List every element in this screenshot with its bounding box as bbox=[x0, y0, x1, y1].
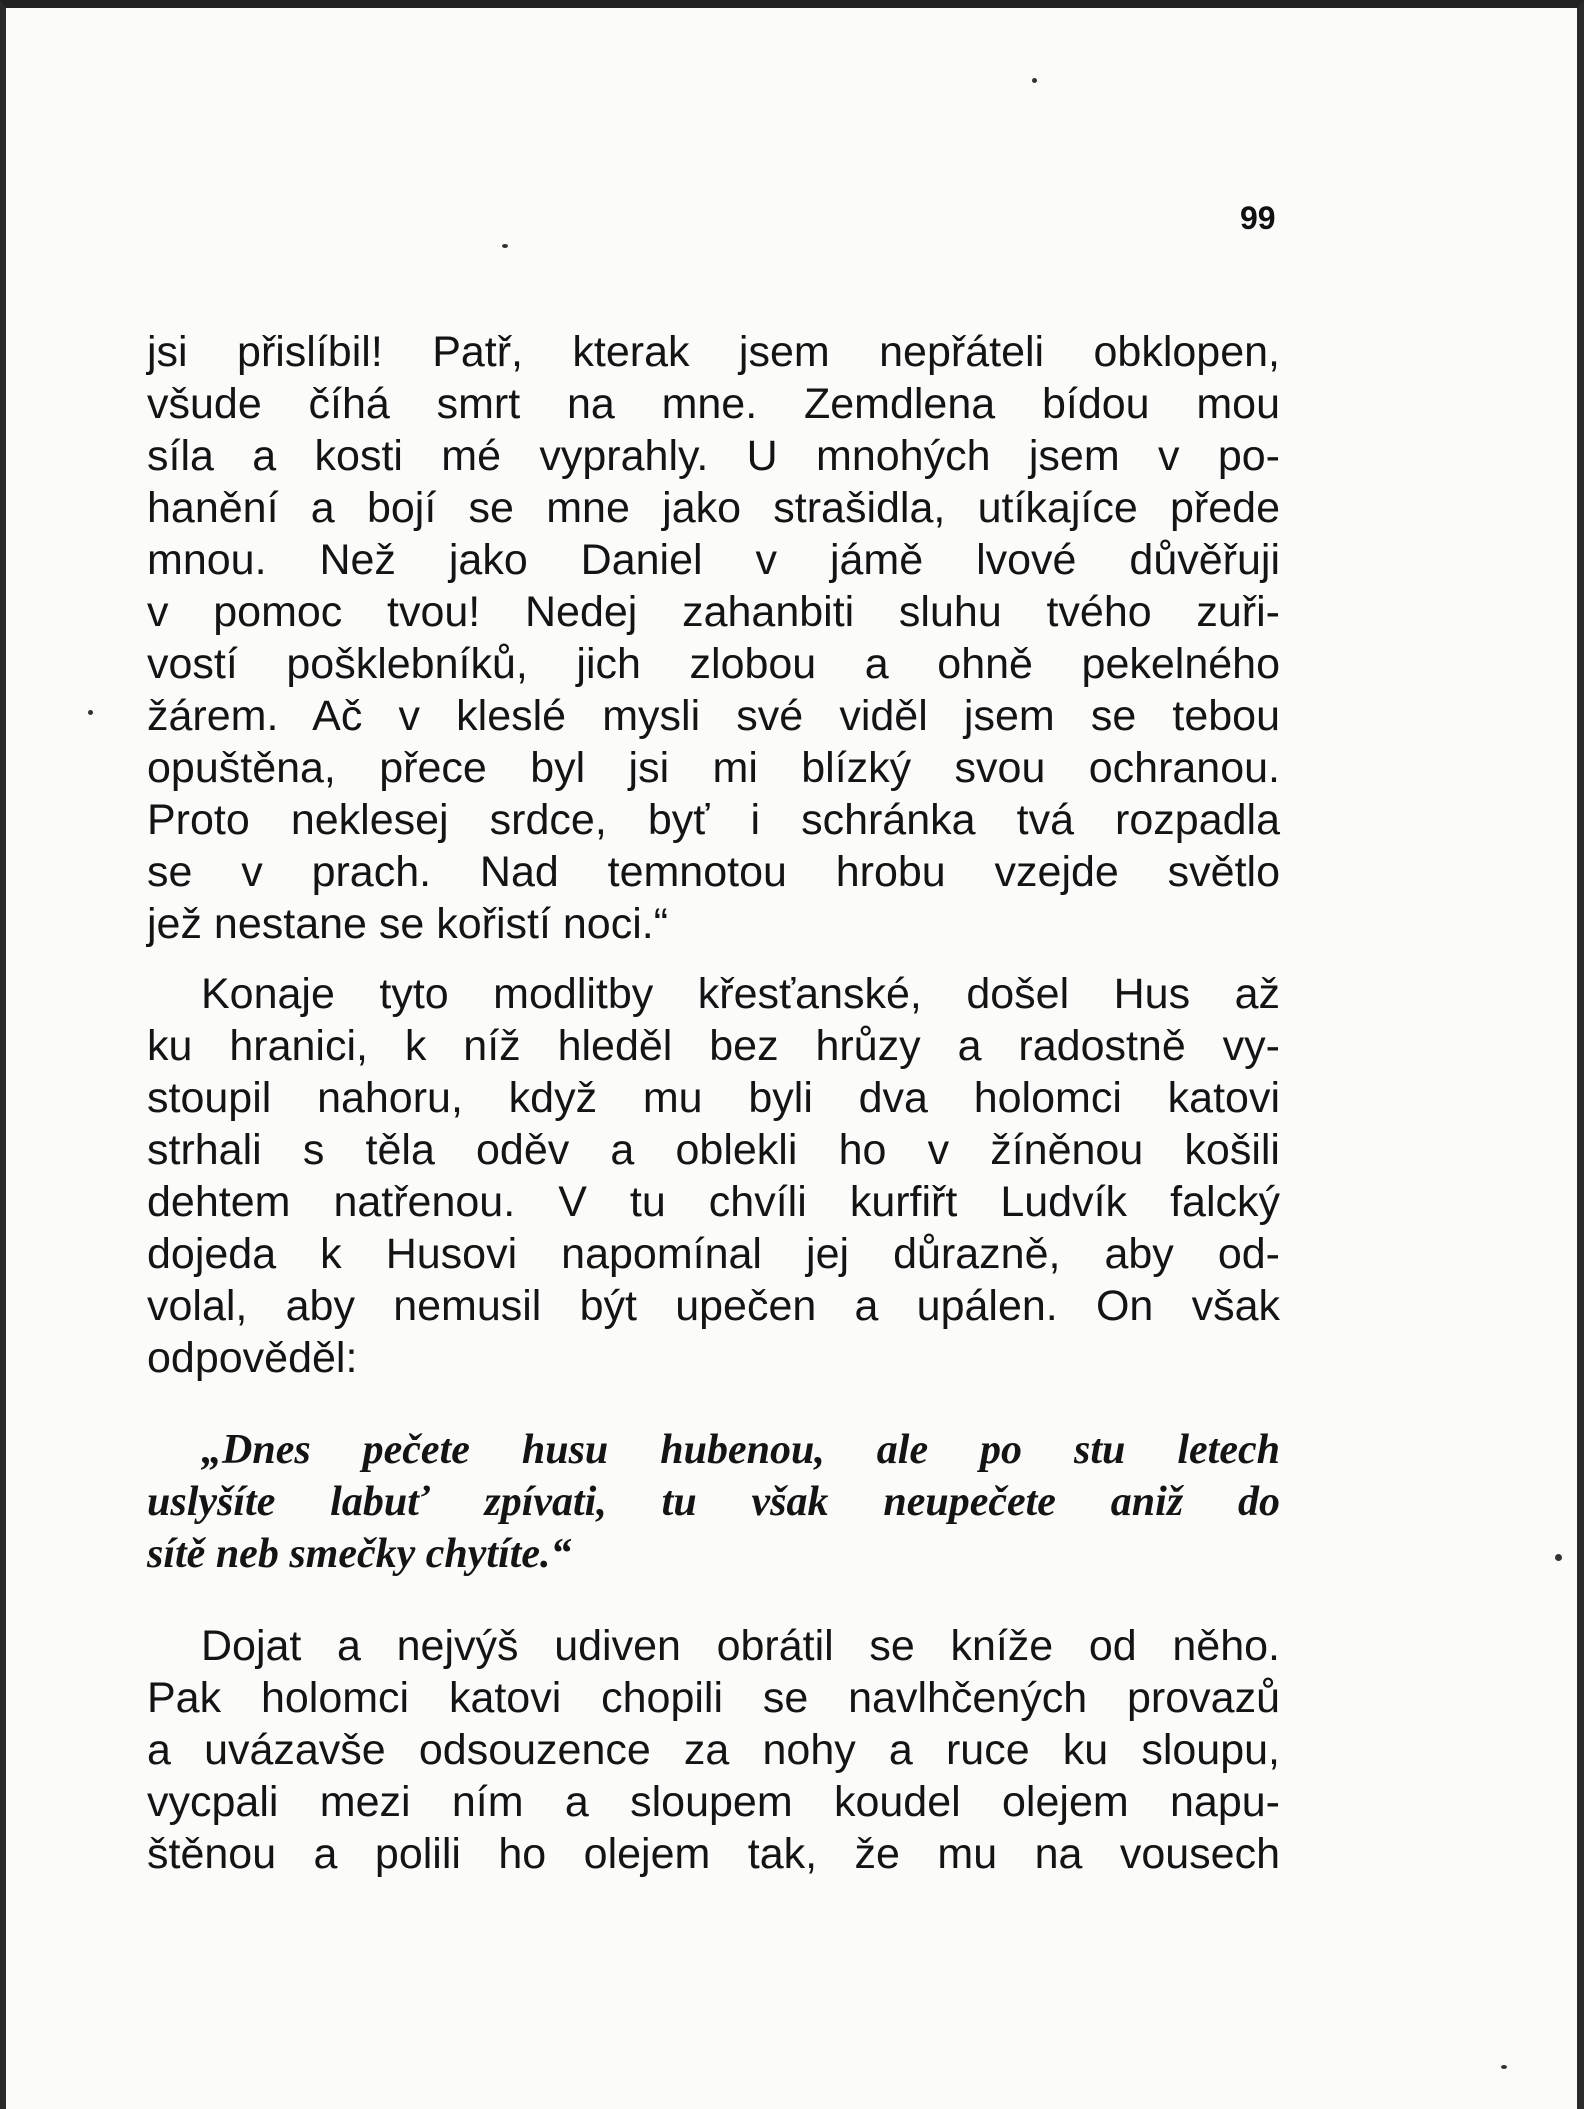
paragraph-gap bbox=[147, 1384, 1280, 1424]
text-line: vostí pošklebníků, jich zlobou a ohně pekelného bbox=[147, 640, 1280, 688]
text-line: všude číhá smrt na mne. Zemdlena bídou mou bbox=[147, 380, 1280, 428]
paragraph-gap bbox=[147, 1580, 1280, 1620]
text-line: Dojat a nejvýš udiven obrátil se kníže od něho. bbox=[201, 1622, 1280, 1670]
text-line: vycpali mezi ním a sloupem koudel olejem napu- bbox=[147, 1778, 1280, 1826]
text-line: jež nestane se kořistí noci.“ bbox=[147, 900, 669, 948]
text-line: strhali s těla oděv a oblekli ho v žíněnou košili bbox=[147, 1126, 1280, 1174]
text-line: ku hranici, k níž hleděl bez hrůzy a radostně vy- bbox=[147, 1022, 1280, 1070]
text-line: dehtem natřenou. V tu chvíli kurfiřt Ludvík falcký bbox=[147, 1178, 1280, 1226]
text-line: stoupil nahoru, když mu byli dva holomci katovi bbox=[147, 1074, 1280, 1122]
text-line: a uvázavše odsouzence za nohy a ruce ku sloupu, bbox=[147, 1726, 1280, 1774]
text-line: mnou. Než jako Daniel v jámě lvové důvěřuji bbox=[147, 536, 1280, 584]
hus-quote bbox=[147, 1424, 1280, 1580]
text-line: Pak holomci katovi chopili se navlhčených provazů bbox=[147, 1674, 1280, 1722]
paragraph-gap bbox=[147, 950, 1280, 968]
text-line: odpověděl: bbox=[147, 1334, 358, 1382]
text-line: volal, aby nemusil být upečen a upálen. On však bbox=[147, 1282, 1280, 1330]
text-line: se v prach. Nad temnotou hrobu vzejde světlo bbox=[147, 848, 1280, 896]
quote-line: „Dnes pečete husu hubenou, ale po stu letech bbox=[201, 1427, 1280, 1473]
scan-speck bbox=[1555, 1554, 1562, 1561]
text-line: jsi přislíbil! Patř, kterak jsem nepřáteli obklopen, bbox=[147, 328, 1280, 376]
text-line: dojeda k Husovi napomínal jej důrazně, aby od- bbox=[147, 1230, 1280, 1278]
paragraph-execution bbox=[147, 1620, 1280, 1880]
page-number: 99 bbox=[1240, 200, 1276, 236]
scan-speck bbox=[1501, 2065, 1507, 2069]
quote-line: uslyšíte labuť zpívati, tu však neupečete aniž do bbox=[147, 1479, 1280, 1525]
text-line: hanění a bojí se mne jako strašidla, utíkajíce přede bbox=[147, 484, 1280, 532]
page-body bbox=[147, 326, 1280, 1880]
scan-speck bbox=[88, 710, 93, 715]
text-line: opuštěna, přece byl jsi mi blízký svou ochranou. bbox=[147, 744, 1280, 792]
scan-speck bbox=[1032, 78, 1037, 83]
text-line: žárem. Ač v kleslé mysli své viděl jsem se tebou bbox=[147, 692, 1280, 740]
text-line: v pomoc tvou! Nedej zahanbiti sluhu tvého zuři- bbox=[147, 588, 1280, 636]
text-line: síla a kosti mé vyprahly. U mnohých jsem v po- bbox=[147, 432, 1280, 480]
text-line: Proto neklesej srdce, byť i schránka tvá rozpadla bbox=[147, 796, 1280, 844]
quote-line: sítě neb smečky chytíte.“ bbox=[147, 1531, 572, 1577]
paragraph-prayer-end bbox=[147, 326, 1280, 950]
scan-speck bbox=[502, 244, 508, 248]
paragraph-pyre bbox=[147, 968, 1280, 1384]
text-line: Konaje tyto modlitby křesťanské, došel Hus až bbox=[201, 970, 1280, 1018]
text-line: štěnou a polili ho olejem tak, že mu na vousech bbox=[147, 1830, 1280, 1878]
